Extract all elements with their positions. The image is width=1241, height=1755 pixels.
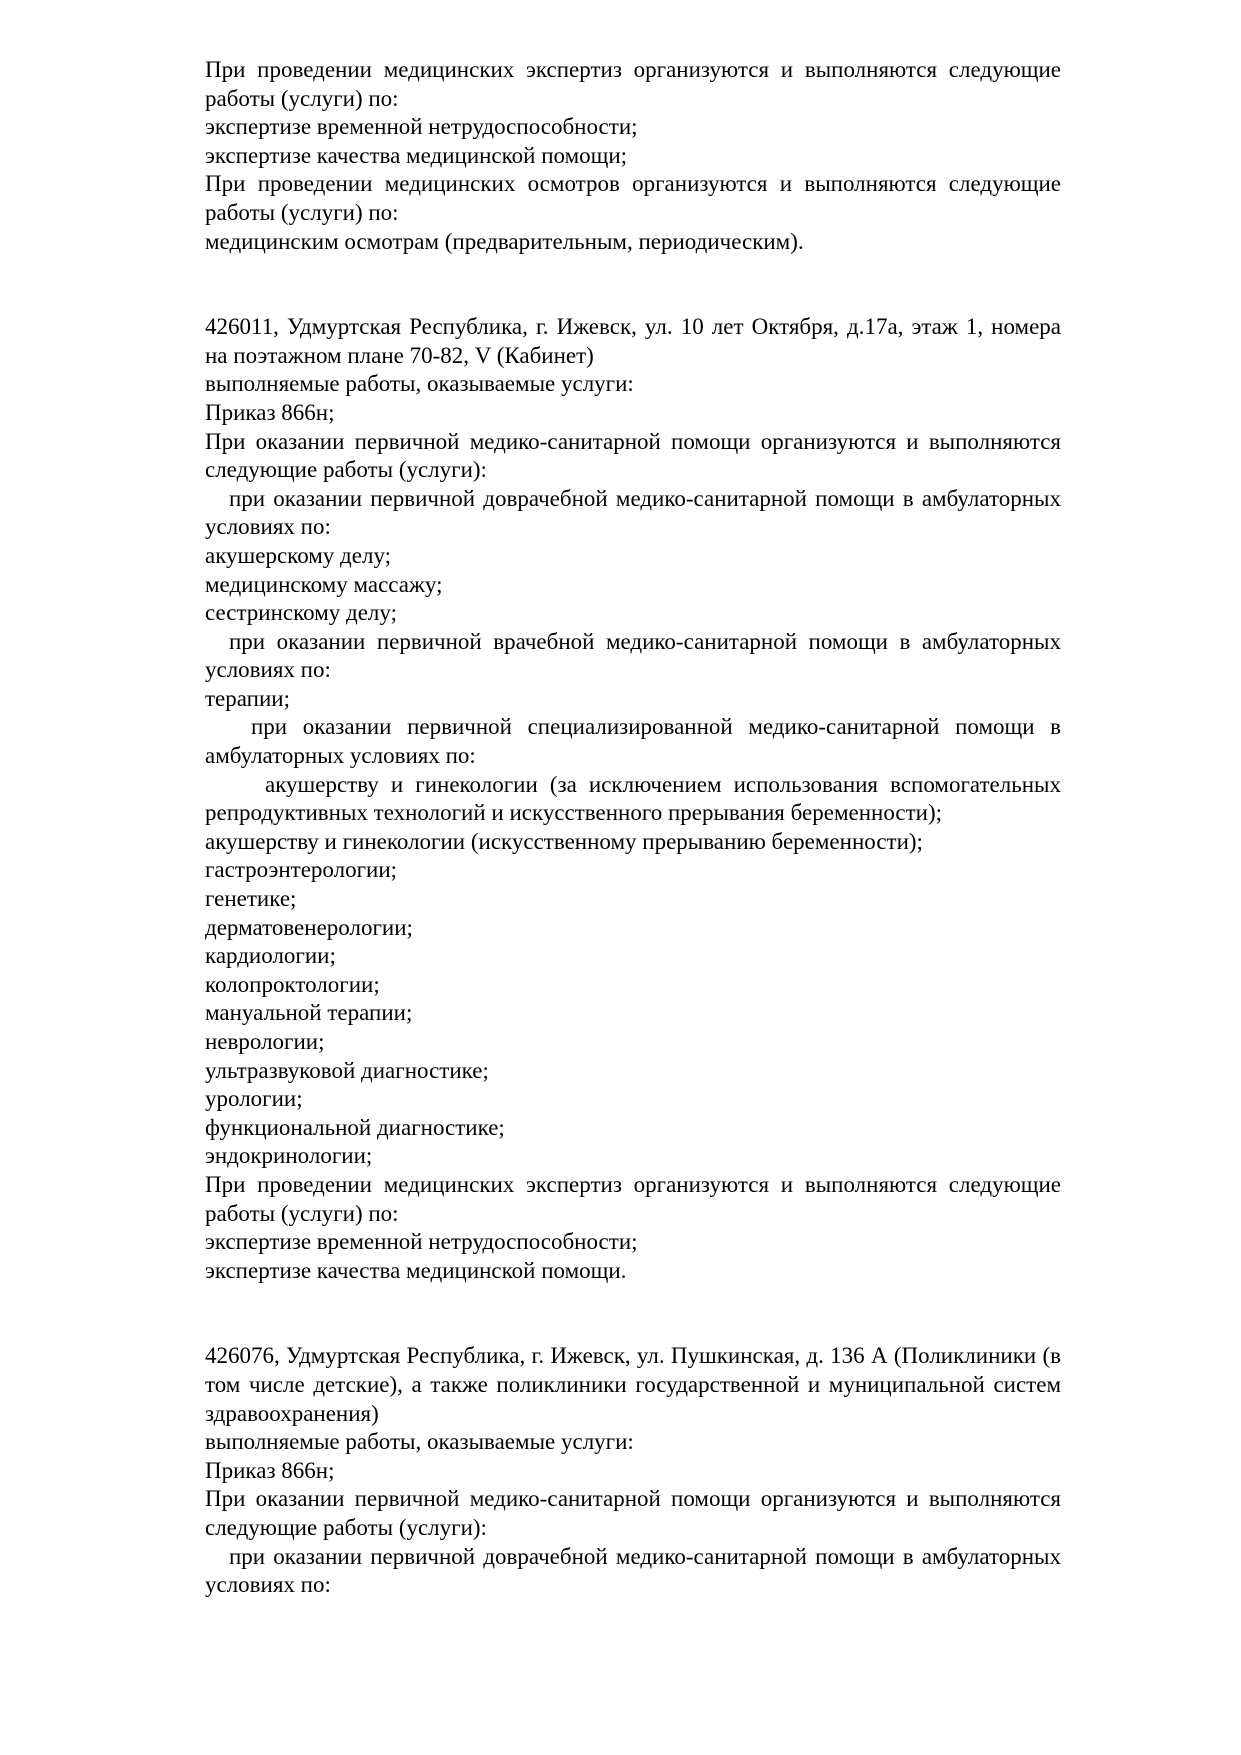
text-paragraph: При оказании первичной медико-санитарной помощи организуются и выполняются следующие работы (услуги): [205,428,1061,483]
list-item: генетике; [205,886,297,912]
list-item: ультразвуковой диагностике; [205,1057,489,1083]
document-content [205,56,1061,1600]
list-item: сестринскому делу; [205,600,397,626]
list-item: кардиологии; [205,943,336,969]
list-item: дерматовенерологии; [205,914,413,940]
text-paragraph: Приказ 866н; [205,399,335,425]
list-item: урологии; [205,1086,303,1112]
list-item: медицинскому массажу; [205,571,443,597]
list-item: медицинским осмотрам (предварительным, периодическим). [205,228,804,254]
list-item: мануальной терапии; [205,1000,413,1026]
list-item: терапии; [205,685,290,711]
text-paragraph: акушерству и гинекологии (за исключением использования вспомогательных репродуктивных технологий и искусственного прерывания беременности); [205,771,1061,826]
text-paragraph: выполняемые работы, оказываемые услуги: [205,1429,634,1455]
list-item: колопроктологии; [205,971,380,997]
address-paragraph: 426076, Удмуртская Республика, г. Ижевск, ул. Пушкинская, д. 136 А (Поликлиники (в том числе детские), а также поликлиники государственной и муниципальной систем здравоохранения) [205,1343,1061,1426]
list-item: экспертизе качества медицинской помощи; [205,142,628,168]
list-item: экспертизе временной нетрудоспособности; [205,114,638,140]
list-item: экспертизе временной нетрудоспособности; [205,1229,638,1255]
text-paragraph: выполняемые работы, оказываемые услуги: [205,371,634,397]
continuation-block [205,56,1061,256]
list-item: эндокринологии; [205,1143,373,1169]
list-item: гастроэнтерологии; [205,857,398,883]
location-426076-block [205,1342,1061,1599]
text-paragraph: При оказании первичной медико-санитарной помощи организуются и выполняются следующие работы (услуги): [205,1486,1061,1540]
text-paragraph: При проведении медицинских экспертиз организуются и выполняются следующие работы (услуги) по: [205,1171,1061,1226]
text-paragraph: при оказании первичной доврачебной медико-санитарной помощи в амбулаторных условиях по: [205,1543,1061,1598]
location-426011-block [205,313,1061,1285]
text-paragraph: при оказании первичной доврачебной медико-санитарной помощи в амбулаторных условиях по: [205,485,1061,540]
list-item: экспертизе качества медицинской помощи. [205,1257,627,1283]
text-paragraph: При проведении медицинских осмотров организуются и выполняются следующие работы (услуги) по: [205,171,1061,225]
list-item: неврологии; [205,1029,325,1054]
text-paragraph: при оказании первичной специализированной медико-санитарной помощи в амбулаторных условиях по: [205,714,1061,769]
address-paragraph: 426011, Удмуртская Республика, г. Ижевск, ул. 10 лет Октября, д.17а, этаж 1, номера на поэтажном плане 70-82, V (Кабинет) [205,314,1061,368]
list-item: функциональной диагностике; [205,1114,505,1140]
text-paragraph: При проведении медицинских экспертиз организуются и выполняются следующие работы (услуги) по: [205,57,1061,111]
list-item: акушерскому делу; [205,542,392,568]
text-paragraph: Приказ 866н; [205,1457,335,1483]
text-paragraph: при оказании первичной врачебной медико-санитарной помощи в амбулаторных условиях по: [205,628,1061,683]
list-item: акушерству и гинекологии (искусственному прерыванию беременности); [205,828,923,854]
